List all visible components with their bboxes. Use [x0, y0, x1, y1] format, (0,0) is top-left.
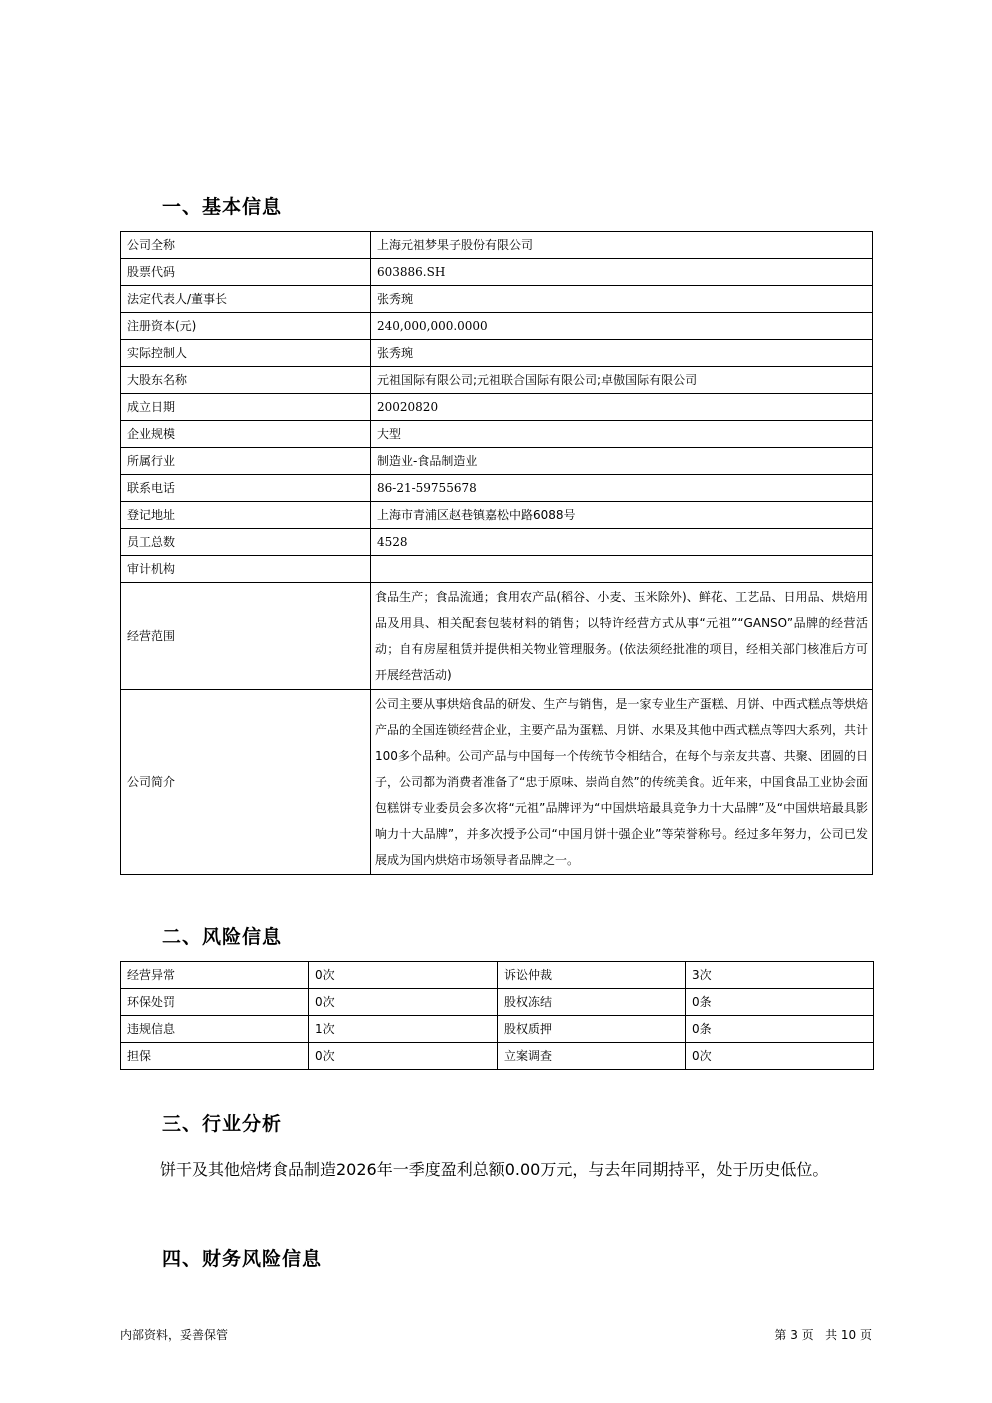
- table-row: [121, 556, 873, 583]
- section-title-industry: 三、行业分析: [162, 1113, 283, 1135]
- field-label: 经营范围: [121, 583, 371, 690]
- field-label: 法定代表人/董事长: [121, 286, 371, 313]
- table-row: [121, 313, 873, 340]
- field-label: 注册资本(元): [121, 313, 371, 340]
- field-value: 603886.SH: [371, 259, 873, 286]
- field-value: [371, 556, 873, 583]
- table-row: [121, 690, 873, 875]
- footer-page-number: 第 3 页 共 10 页: [774, 1328, 872, 1342]
- field-value: 86-21-59755678: [371, 475, 873, 502]
- risk-value: 1次: [309, 1016, 498, 1043]
- table-row: [121, 1043, 874, 1070]
- field-value: 大型: [371, 421, 873, 448]
- risk-value: 3次: [686, 962, 874, 989]
- risk-value: 0次: [309, 962, 498, 989]
- risk-label: 诉讼仲裁: [498, 962, 686, 989]
- field-value: 张秀琬: [371, 340, 873, 367]
- field-label: 登记地址: [121, 502, 371, 529]
- table-row: [121, 394, 873, 421]
- field-label: 股票代码: [121, 259, 371, 286]
- company-profile-text: 公司主要从事烘焙食品的研发、生产与销售，是一家专业生产蛋糕、月饼、中西式糕点等烘焙产品的全国连锁经营企业，主要产品为蛋糕、月饼、水果及其他中西式糕点等四大系列，共计100多个品种。公司产品与中国每一个传统节令相结合，在每个与亲友共喜、共聚、团圆的日子，公司都为消费者准备了“忠于原味、崇尚自然”的传统美食。近年来，中国食品工业协会面包糕饼专业委员会多次将“元祖”品牌评为“中国烘培最具竞争力十大品牌”及“中国烘培最具影响力十大品牌”，并多次授予公司“中国月饼十强企业”等荣誉称号。经过多年努力，公司已发展成为国内烘焙市场领导者品牌之一。: [371, 690, 873, 875]
- field-value: 240,000,000.0000: [371, 313, 873, 340]
- table-row: [121, 286, 873, 313]
- table-row: [121, 989, 874, 1016]
- table-row: [121, 502, 873, 529]
- risk-label: 股权冻结: [498, 989, 686, 1016]
- table-row: [121, 421, 873, 448]
- table-row: [121, 340, 873, 367]
- field-label: 员工总数: [121, 529, 371, 556]
- risk-value: 0条: [686, 989, 874, 1016]
- field-value: 上海市青浦区赵巷镇嘉松中路6088号: [371, 502, 873, 529]
- field-label: 实际控制人: [121, 340, 371, 367]
- risk-value: 0次: [686, 1043, 874, 1070]
- field-value: 张秀琬: [371, 286, 873, 313]
- table-row: [121, 583, 873, 690]
- field-label: 联系电话: [121, 475, 371, 502]
- footer-confidential-note: 内部资料，妥善保管: [120, 1328, 229, 1342]
- table-row: [121, 367, 873, 394]
- table-row: [121, 259, 873, 286]
- risk-info-table: [120, 961, 874, 1070]
- section-title-finance: 四、财务风险信息: [162, 1248, 323, 1270]
- industry-analysis-text: 饼干及其他焙烤食品制造2026年一季度盈利总额0.00万元，与去年同期持平，处于历史低位。: [160, 1160, 829, 1179]
- field-label: 公司简介: [121, 690, 371, 875]
- risk-label: 环保处罚: [121, 989, 309, 1016]
- table-row: [121, 232, 873, 259]
- risk-label: 股权质押: [498, 1016, 686, 1043]
- section-title-risk: 二、风险信息: [162, 926, 283, 948]
- business-scope-text: 食品生产；食品流通；食用农产品(稻谷、小麦、玉米除外)、鲜花、工艺品、日用品、烘焙用品及用具、相关配套包装材料的销售；以特许经营方式从事“元祖”“GANSO”品牌的经营活动；自有房屋租赁并提供相关物业管理服务。(依法须经批准的项目，经相关部门核准后方可开展经营活动): [371, 583, 873, 690]
- field-value: 4528: [371, 529, 873, 556]
- field-label: 企业规模: [121, 421, 371, 448]
- risk-label: 立案调查: [498, 1043, 686, 1070]
- basic-info-table: [120, 231, 873, 875]
- field-value: 制造业-食品制造业: [371, 448, 873, 475]
- table-row: [121, 529, 873, 556]
- field-label: 审计机构: [121, 556, 371, 583]
- risk-value: 0条: [686, 1016, 874, 1043]
- field-label: 大股东名称: [121, 367, 371, 394]
- risk-value: 0次: [309, 1043, 498, 1070]
- field-value: 元祖国际有限公司;元祖联合国际有限公司;卓傲国际有限公司: [371, 367, 873, 394]
- field-label: 公司全称: [121, 232, 371, 259]
- risk-label: 担保: [121, 1043, 309, 1070]
- risk-label: 经营异常: [121, 962, 309, 989]
- table-row: [121, 1016, 874, 1043]
- field-label: 所属行业: [121, 448, 371, 475]
- field-value: 20020820: [371, 394, 873, 421]
- risk-label: 违规信息: [121, 1016, 309, 1043]
- section-title-basic: 一、基本信息: [162, 196, 283, 218]
- field-label: 成立日期: [121, 394, 371, 421]
- field-value: 上海元祖梦果子股份有限公司: [371, 232, 873, 259]
- risk-value: 0次: [309, 989, 498, 1016]
- table-row: [121, 448, 873, 475]
- table-row: [121, 475, 873, 502]
- table-row: [121, 962, 874, 989]
